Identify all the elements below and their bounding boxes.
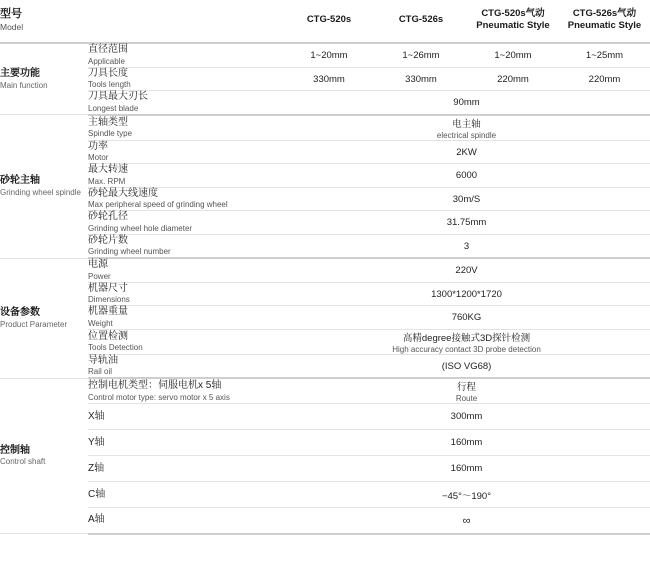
row-label-cn: 控制电机类型：伺服电机x 5轴: [88, 380, 222, 392]
table-header-row: [0, 0, 650, 43]
row-label-weight: [88, 306, 283, 330]
row-label-cn: X轴: [88, 410, 105, 422]
row-label-power: [88, 258, 283, 282]
row-label-cn: 砂轮片数: [88, 234, 128, 246]
value-cell: 1~20mm: [467, 43, 559, 67]
row-label-cn: 机器重量: [88, 306, 128, 318]
value-en: High accuracy contact 3D probe detection: [392, 344, 541, 354]
group-main-function: [0, 43, 88, 115]
header-model-label-en: Model: [0, 21, 24, 32]
group-product-parameter: [0, 258, 88, 378]
table-row: [0, 306, 650, 330]
row-label-en: Power: [88, 271, 111, 281]
model-column-2: [375, 0, 467, 43]
group-label-cn: 控制轴: [0, 444, 30, 456]
row-label-cn: 机器尺寸: [88, 282, 128, 294]
group-label-cn: 砂轮主轴: [0, 175, 40, 187]
header-model-label-cn: 型号: [0, 8, 22, 20]
value-cn: 高精degree接触式3D探针检测: [402, 332, 531, 344]
group-label-en: Control shaft: [0, 457, 46, 467]
value-cell-merged: [283, 378, 650, 404]
value-cell-merged: 6000: [283, 164, 650, 188]
model-column-4: [559, 0, 650, 43]
row-label-c-axis: [88, 482, 283, 508]
model-4-subtitle: Pneumatic Style: [567, 20, 642, 32]
row-label-en: Applicable: [88, 56, 125, 66]
value-cell: 1~20mm: [283, 43, 375, 67]
value-cell-merged: 30m/S: [283, 187, 650, 211]
row-label-a-axis: [88, 508, 283, 534]
row-label-cn: 功率: [88, 140, 108, 152]
value-cell: 1~25mm: [559, 43, 650, 67]
value-cn: 行程: [456, 382, 476, 394]
group-label-en: Product Parameter: [0, 319, 68, 329]
row-label-cn: 位置检测: [88, 330, 128, 342]
row-label-en: Tools length: [88, 80, 131, 90]
row-label-cn: Y轴: [88, 436, 105, 448]
row-label-en: Tools Detection: [88, 343, 143, 353]
table-row: [0, 354, 650, 378]
header-model-cell: [0, 0, 283, 43]
table-row: [0, 404, 650, 430]
value-cell: 330mm: [375, 67, 467, 91]
row-label-y-axis: [88, 430, 283, 456]
row-label-rail-oil: [88, 354, 283, 378]
row-label-z-axis: [88, 456, 283, 482]
table-row: [0, 187, 650, 211]
group-label-cn: 主要功能: [0, 68, 40, 80]
row-label-en: Longest blade: [88, 103, 139, 113]
table-row: [0, 482, 650, 508]
row-label-en: Dimensions: [88, 295, 130, 305]
row-label-cn: Z轴: [88, 462, 105, 474]
value-cell-merged: [283, 115, 650, 141]
value-cell-merged: 160mm: [283, 456, 650, 482]
model-3-name: CTG-520s气动: [481, 8, 545, 20]
model-1-name: CTG-520s: [306, 14, 352, 26]
row-label-cn: 主轴类型: [88, 116, 128, 128]
row-label-wheel-hole-diameter: [88, 211, 283, 235]
row-label-en: Grinding wheel hole diameter: [88, 223, 193, 233]
table-row: [0, 115, 650, 141]
value-cell-merged: [283, 329, 650, 354]
table-row: [0, 43, 650, 67]
table-row: [0, 140, 650, 164]
row-label-cn: 砂轮孔径: [88, 211, 128, 223]
row-label-control-motor-type: [88, 378, 283, 404]
row-label-max-rpm: [88, 164, 283, 188]
group-label-cn: 设备参数: [0, 307, 40, 319]
row-label-cn: 刀具长度: [88, 67, 128, 79]
row-label-max-peripheral-speed: [88, 187, 283, 211]
row-label-cn: 刀具最大刃长: [88, 91, 148, 103]
row-label-cn: 电源: [88, 259, 108, 271]
table-row: [0, 430, 650, 456]
value-cell: 220mm: [559, 67, 650, 91]
value-cell-merged: 31.75mm: [283, 211, 650, 235]
value-cell-merged: 220V: [283, 258, 650, 282]
table-row: [0, 378, 650, 404]
table-row: [0, 282, 650, 306]
table-row: [0, 456, 650, 482]
value-cell: 330mm: [283, 67, 375, 91]
row-label-dimensions: [88, 282, 283, 306]
value-cell-merged: 760KG: [283, 306, 650, 330]
model-4-name: CTG-526s气动: [572, 8, 637, 20]
row-label-x-axis: [88, 404, 283, 430]
model-column-3: [467, 0, 559, 43]
value-cell: 1~26mm: [375, 43, 467, 67]
group-control-shaft: [0, 378, 88, 534]
value-cell-merged: ∞: [283, 508, 650, 534]
row-label-cn: 最大转速: [88, 164, 128, 176]
table-row: [0, 508, 650, 534]
row-label-longest-blade: [88, 91, 283, 115]
value-en: electrical spindle: [436, 130, 497, 140]
row-label-cn: 直径范围: [88, 44, 128, 56]
row-label-wheel-number: [88, 234, 283, 258]
row-label-en: Rail oil: [88, 367, 113, 377]
row-label-cn: C轴: [88, 488, 106, 500]
row-label-en: Grinding wheel number: [88, 247, 171, 257]
row-label-tools-detection: [88, 329, 283, 354]
value-en: Route: [455, 394, 478, 404]
table-row: [0, 164, 650, 188]
table-row: [0, 258, 650, 282]
table-row: [0, 211, 650, 235]
row-label-en: Control motor type: servo motor x 5 axis: [88, 392, 230, 402]
row-label-spindle-type: [88, 115, 283, 141]
table-row: [0, 329, 650, 354]
row-label-en: Spindle type: [88, 129, 133, 139]
model-3-subtitle: Pneumatic Style: [476, 20, 550, 32]
row-label-motor: [88, 140, 283, 164]
value-cell-merged: 1300*1200*1720: [283, 282, 650, 306]
model-column-1: [283, 0, 375, 43]
model-2-name: CTG-526s: [398, 14, 444, 26]
row-label-cn: 导轨油: [88, 354, 118, 366]
table-row: [0, 91, 650, 115]
row-label-en: Max peripheral speed of grinding wheel: [88, 200, 228, 210]
value-cell-merged: 90mm: [283, 91, 650, 115]
value-cell-merged: 3: [283, 234, 650, 258]
table-row: [0, 67, 650, 91]
row-label-cn: 砂轮最大线速度: [88, 187, 158, 199]
row-label-tools-length: [88, 67, 283, 91]
value-cell-merged: (ISO VG68): [283, 354, 650, 378]
group-label-en: Grinding wheel spindle: [0, 187, 81, 197]
row-label-en: Weight: [88, 318, 113, 328]
value-cell-merged: 160mm: [283, 430, 650, 456]
row-label-cn: A轴: [88, 514, 105, 526]
table-row: [0, 234, 650, 258]
value-cell: 220mm: [467, 67, 559, 91]
row-label-applicable: [88, 43, 283, 67]
value-cn: 电主轴: [452, 118, 481, 130]
row-label-en: Max. RPM: [88, 176, 126, 186]
value-cell-merged: 300mm: [283, 404, 650, 430]
value-cell-merged: −45°～190°: [283, 482, 650, 508]
group-label-en: Main function: [0, 80, 48, 90]
group-grinding-wheel-spindle: [0, 115, 88, 259]
row-label-en: Motor: [88, 153, 109, 163]
value-cell-merged: 2KW: [283, 140, 650, 164]
